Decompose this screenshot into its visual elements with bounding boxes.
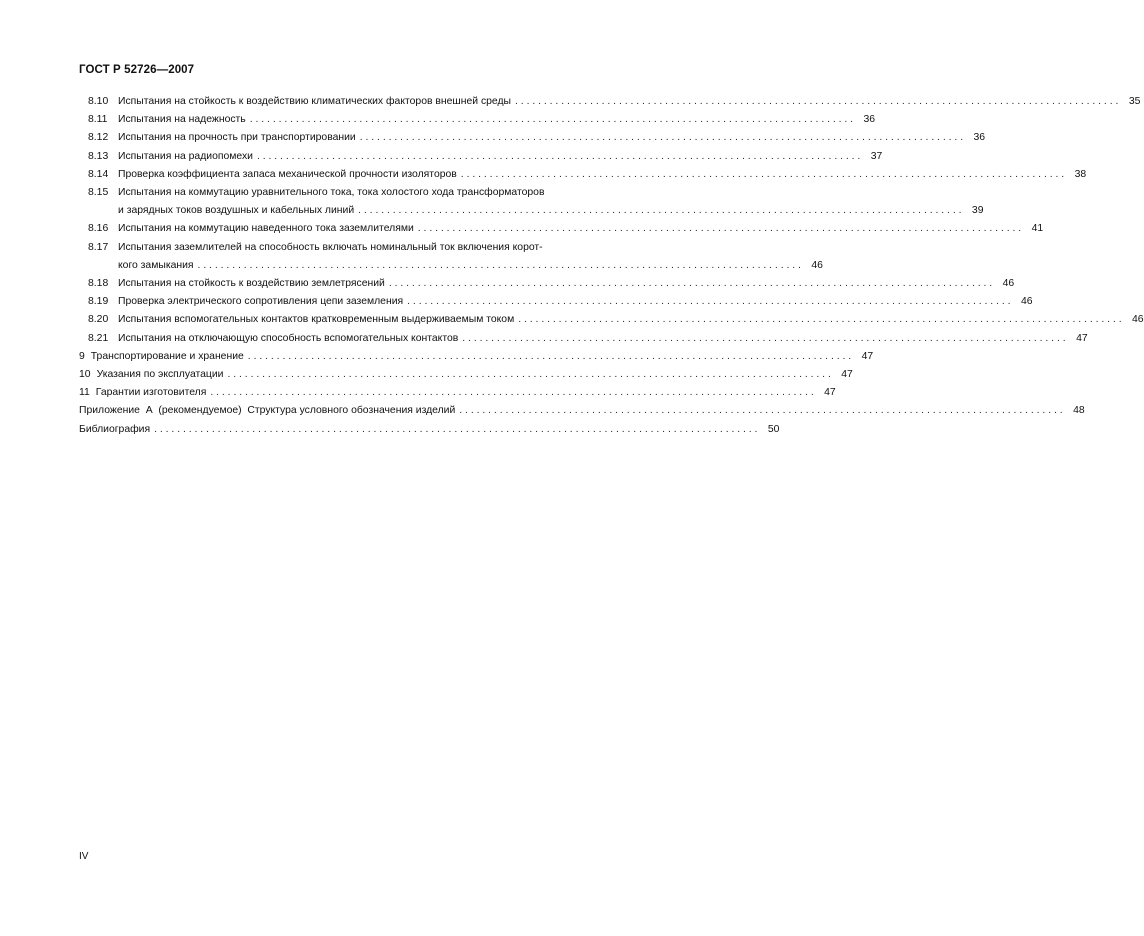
toc-entry-number: 8.19	[88, 296, 109, 308]
toc-entry-page: 36	[863, 114, 876, 126]
toc-entry-8-15[interactable]	[79, 184, 984, 220]
toc-entry-title: Проверка коэффициента запаса механической прочности изоляторов	[118, 168, 457, 180]
toc-entry-8-16[interactable]	[79, 220, 1044, 238]
toc-entry-title-line2: кого замыкания	[118, 259, 194, 271]
toc-entry-11[interactable]	[79, 384, 836, 402]
toc-leader-dots	[385, 275, 992, 293]
toc-entry-number: 8.20	[88, 314, 109, 326]
toc-entry-8-11[interactable]	[79, 111, 876, 129]
toc-entry-title-line2: и зарядных токов воздушных и кабельных линий	[118, 205, 355, 217]
toc-entry-title: Приложение А (рекомендуемое) Структура условного обозначения изделий	[79, 405, 456, 417]
toc-entry-title: Проверка электрического сопротивления цепи заземления	[118, 296, 404, 308]
toc-entry-page: 47	[1076, 332, 1088, 344]
toc-entry-8-10[interactable]	[79, 93, 1141, 111]
toc-entry-number: 10	[79, 369, 91, 381]
toc-entry-8-12[interactable]	[79, 129, 986, 147]
toc-leader-dots	[354, 202, 961, 220]
toc-leader-dots	[414, 220, 1021, 238]
toc-entry-title: Испытания на стойкость к воздействию землетрясений	[118, 278, 385, 290]
footer-page-number: IV	[79, 851, 89, 862]
toc-entry-title: Испытания на стойкость к воздействию климатических факторов внешней среды	[118, 96, 512, 107]
toc-entry-8-19[interactable]	[79, 293, 1033, 311]
toc-leader-dots	[244, 348, 851, 366]
toc-leader-dots	[458, 330, 1065, 348]
toc-entry-8-17[interactable]	[79, 239, 823, 275]
toc-entry-number: 8.12	[88, 132, 109, 144]
toc-entry-title-line1: Испытания на коммутацию уравнительного тока, тока холостого хода трансформаторов	[118, 187, 545, 199]
toc-entry-page: 47	[841, 369, 853, 381]
toc-entry-number: 8.10	[88, 96, 109, 107]
toc-leader-dots	[253, 148, 860, 166]
toc-entry-title: Испытания на надежность	[118, 114, 246, 126]
toc-entry-number: 9	[79, 350, 85, 362]
toc-entry-page: 50	[767, 423, 780, 435]
toc-entry-title-line1: Испытания заземлителей на способность включать номинальный ток включения корот-	[118, 241, 543, 253]
toc-entry-title: Испытания на коммутацию наведенного тока заземлителями	[118, 223, 414, 235]
toc-entry-8-21[interactable]	[79, 330, 1088, 348]
toc-leader-dots	[246, 111, 853, 129]
toc-entry-page: 46	[811, 259, 823, 271]
toc-entry-page: 46	[1020, 296, 1033, 308]
toc-entry-title: Указания по эксплуатации	[96, 369, 224, 381]
toc-entry-8-13[interactable]	[79, 148, 883, 166]
toc-entry-number: 8.18	[88, 278, 109, 290]
toc-entry-8-20[interactable]	[79, 311, 1144, 329]
toc-leader-dots	[206, 384, 813, 402]
toc-entry-title: Транспортирование и хранение	[90, 350, 244, 362]
toc-leader-dots	[223, 366, 830, 384]
toc-entry-8-18[interactable]	[79, 275, 1015, 293]
toc-entry-page: 37	[870, 150, 883, 162]
toc-entry-number: 8.21	[88, 332, 109, 344]
document-header-title: ГОСТ Р 52726—2007	[79, 64, 195, 76]
toc-leader-dots	[150, 421, 757, 439]
toc-entry-page: 46	[1002, 278, 1015, 290]
toc-entry-9[interactable]	[79, 348, 874, 366]
toc-leader-dots	[356, 129, 963, 147]
toc-leader-dots	[455, 402, 1062, 420]
toc-entry-page: 48	[1073, 405, 1085, 417]
toc-entry-title: Гарантии изготовителя	[95, 387, 207, 399]
toc-leader-dots	[514, 311, 1121, 329]
toc-entry-bibliography[interactable]	[79, 421, 780, 439]
toc-entry-appendix-a[interactable]	[79, 402, 1085, 420]
toc-entry-number: 8.13	[88, 150, 109, 162]
toc-entry-page: 46	[1132, 314, 1144, 326]
toc-entry-number: 8.15	[88, 187, 109, 199]
toc-entry-number: 8.14	[88, 168, 109, 180]
toc-entry-title: Библиография	[79, 423, 151, 435]
toc-entry-title: Испытания на отключающую способность вспомогательных контактов	[118, 332, 459, 344]
toc-entry-number: 8.11	[88, 114, 108, 126]
table-of-contents	[79, 93, 1144, 439]
toc-entry-10[interactable]	[79, 366, 853, 384]
toc-leader-dots	[403, 293, 1010, 311]
toc-leader-dots	[511, 93, 1118, 111]
toc-entry-8-14[interactable]	[79, 166, 1087, 184]
toc-entry-page: 39	[971, 205, 984, 217]
toc-entry-page: 41	[1031, 223, 1044, 235]
toc-leader-dots	[194, 257, 801, 275]
toc-entry-page: 47	[861, 350, 874, 362]
toc-entry-title: Испытания вспомогательных контактов кратковременным выдерживаемым током	[118, 314, 515, 326]
toc-entry-number: 8.17	[88, 241, 109, 253]
toc-entry-number: 11	[79, 387, 90, 399]
toc-entry-title: Испытания на прочность при транспортировании	[118, 132, 356, 144]
toc-leader-dots	[457, 166, 1064, 184]
toc-entry-page: 47	[824, 387, 836, 399]
toc-entry-page: 36	[973, 132, 986, 144]
toc-entry-page: 38	[1074, 168, 1087, 180]
toc-entry-title: Испытания на радиопомехи	[118, 150, 253, 162]
toc-entry-number: 8.16	[88, 223, 109, 235]
toc-entry-page: 35	[1128, 96, 1141, 107]
